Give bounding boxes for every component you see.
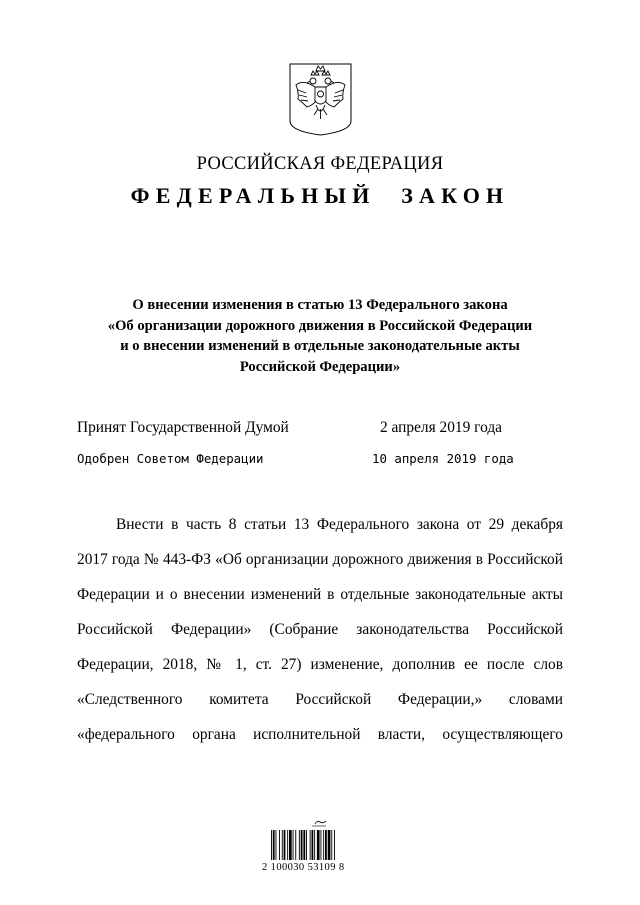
duma-adoption-label: Принят Государственной Думой <box>77 419 289 436</box>
state-emblem-icon <box>289 63 352 136</box>
country-name: РОССИЙСКАЯ ФЕДЕРАЦИЯ <box>196 154 444 174</box>
duma-adoption-date: 2 апреля 2019 года <box>380 419 503 436</box>
law-body-paragraph <box>77 515 563 760</box>
document-type-title: ФЕДЕРАЛЬНЫЙ ЗАКОН <box>130 183 510 208</box>
law-title-line: О внесении изменения в статью 13 Федерального закона <box>132 297 508 313</box>
law-title <box>0 295 640 377</box>
law-title-line: «Об организации дорожного движения в Российской Федерации <box>107 317 533 334</box>
body-line: «федерального органа исполнительной власти, осуществляющего <box>77 726 563 743</box>
barcode-number: 2 100030 53109 8 <box>262 862 345 873</box>
body-line: «Следственного комитета Российской Федерации,» словами <box>77 691 563 708</box>
body-line: Федерации, 2018, № 1, ст. 27) изменение, дополнив ее после слов <box>77 656 563 673</box>
body-line: Российской Федерации» (Собрание законодательства Российской <box>77 621 563 638</box>
council-approval-label: Одобрен Советом Федерации <box>77 451 264 466</box>
body-line: 2017 года № 443-ФЗ «Об организации дорожного движения в Российской <box>77 551 563 568</box>
body-line: Федерации и о внесении изменений в отдельные законодательные акты <box>77 586 563 603</box>
body-line: Внести в часть 8 статьи 13 Федерального закона от 29 декабря <box>116 516 563 533</box>
law-title-line: и о внесении изменений в отдельные законодательные акты <box>120 338 520 354</box>
council-approval-date: 10 апреля 2019 года <box>372 451 514 466</box>
law-title-line: Российской Федерации» <box>239 358 401 375</box>
